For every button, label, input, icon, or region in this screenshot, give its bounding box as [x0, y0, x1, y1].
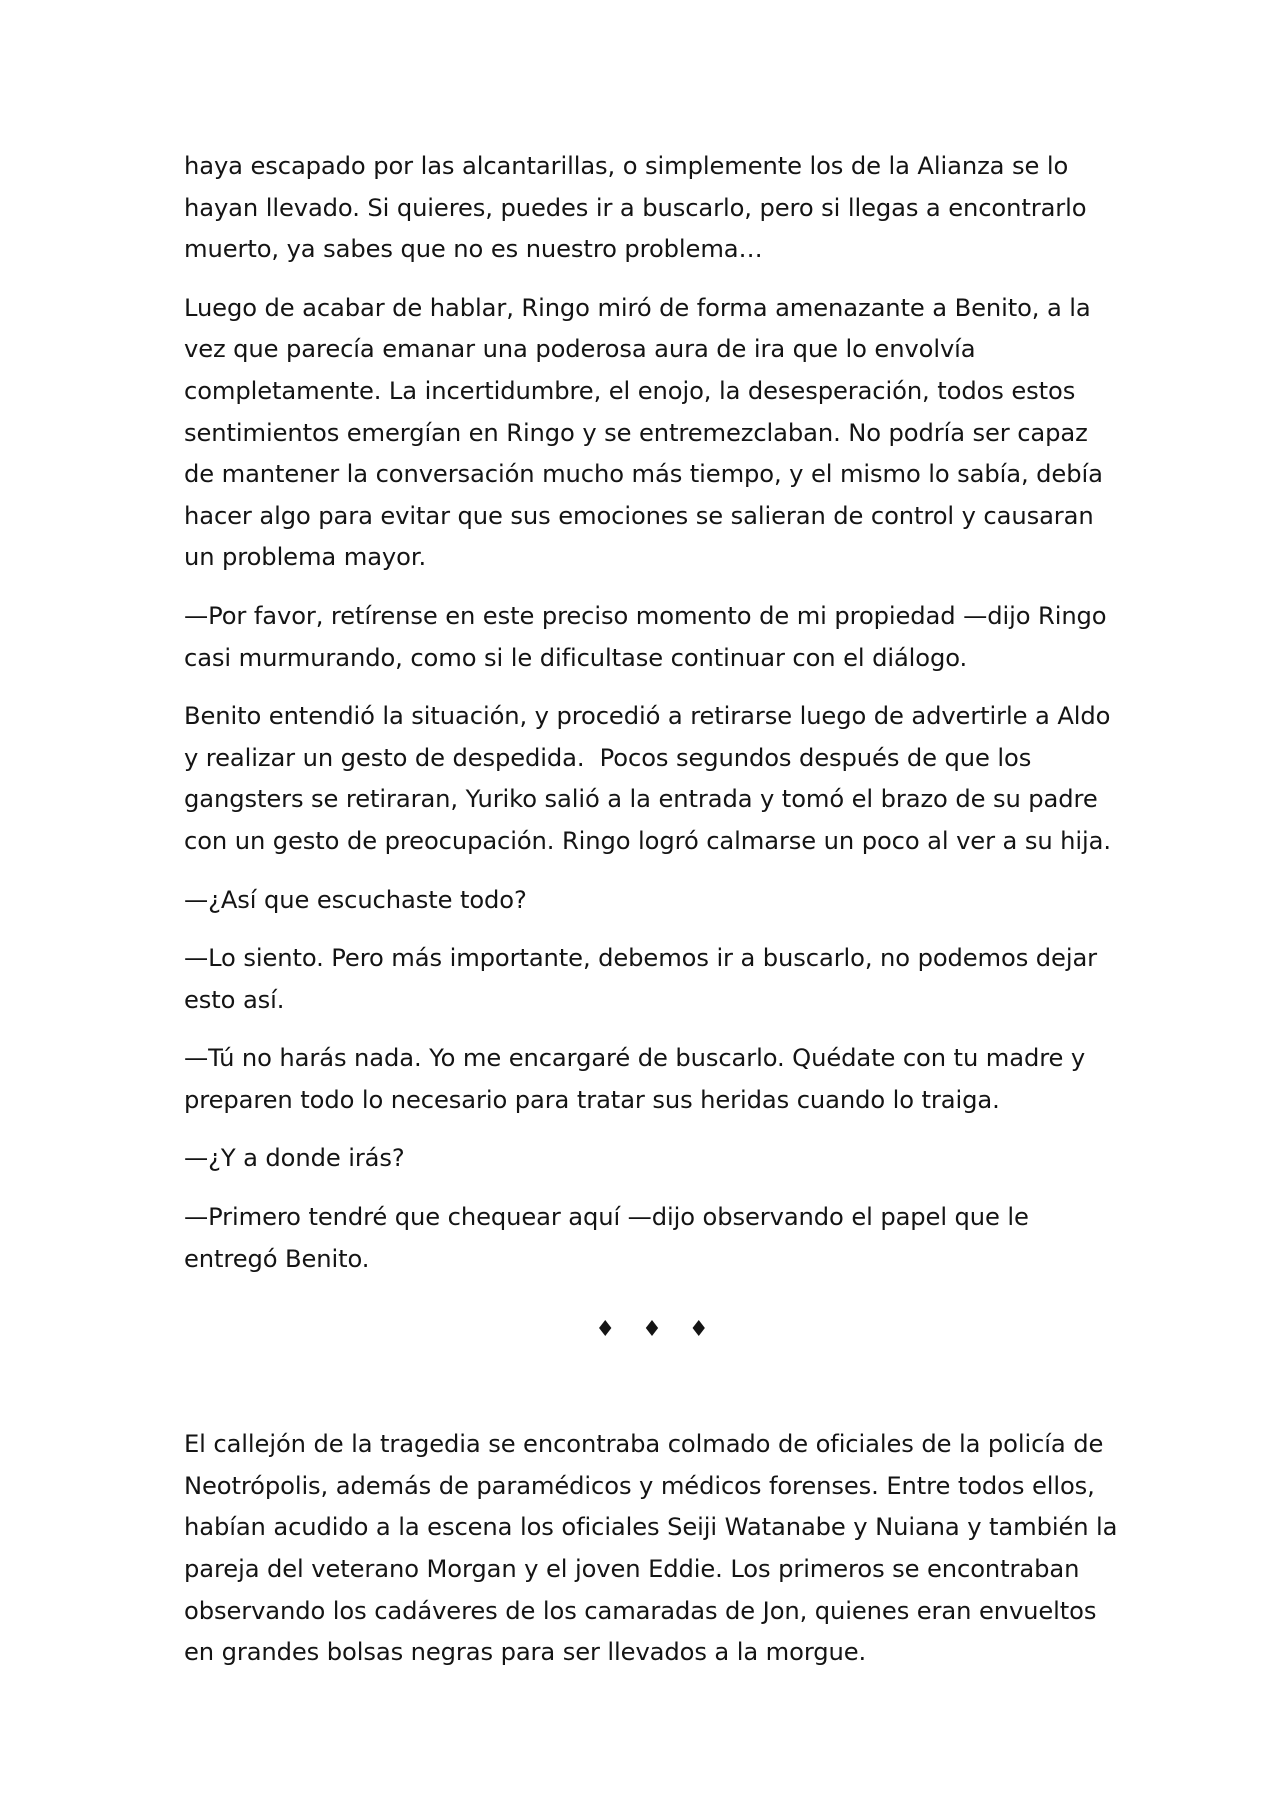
scene-break-separator: ♦ ♦ ♦ [595, 1317, 719, 1343]
paragraph: —Tú no harás nada. Yo me encargaré de buscarlo. Quédate con tu madre y preparen todo lo necesario para tratar sus heridas cuando lo traiga. [184, 1044, 1093, 1114]
paragraph: Luego de acabar de hablar, Ringo miró de forma amenazante a Benito, a la vez que parecía emanar una poderosa aura de ira que lo envolvía completamente. La incertidumbre, el enojo, la desesperación, todos estos sentimientos emergían en Ringo y se entremezclaban. No podría ser capaz de mantener la conversación mucho más tiempo, y el mismo lo sabía, debía hacer algo para evitar que sus emociones se salieran de control y causaran un problema mayor. [184, 293, 1111, 572]
paragraph: —¿Y a donde irás? [184, 1144, 405, 1173]
paragraph: —Lo siento. Pero más importante, debemos ir a buscarlo, no podemos dejar esto así. [184, 944, 1105, 1014]
paragraph: —Primero tendré que chequear aquí —dijo observando el papel que le entregó Benito. [184, 1203, 1037, 1273]
document-page [184, 146, 1125, 1691]
paragraph: Benito entendió la situación, y procedió a retirarse luego de advertirle a Aldo y realizar un gesto de despedida. Pocos segundos después de que los gangsters se retiraran, Yuriko salió a la entrada y tomó el brazo de su padre con un gesto de preocupación. Ringo logró calmarse un poco al ver a su hija. [184, 702, 1118, 855]
paragraph: haya escapado por las alcantarillas, o simplemente los de la Alianza se lo hayan llevado. Si quieres, puedes ir a buscarlo, pero si llegas a encontrarlo muerto, ya sabes que no es nuestro problema… [184, 152, 1095, 264]
paragraph: —Por favor, retírense en este preciso momento de mi propiedad —dijo Ringo casi murmurando, como si le dificultase continuar con el diálogo. [184, 601, 1115, 672]
paragraph: —¿Así que escuchaste todo? [184, 885, 527, 914]
paragraph: El callejón de la tragedia se encontraba colmado de oficiales de la policía de Neotrópolis, además de paramédicos y médicos forenses. Entre todos ellos, habían acudido a la escena los oficiales Seiji Watanabe y Nuiana y también la pareja del veterano Morgan y el joven Eddie. Los primeros se encontraban observando los cadáveres de los camaradas de Jon, quienes eran envueltos en grandes bolsas negras para ser llevados a la morgue. [184, 1430, 1125, 1667]
